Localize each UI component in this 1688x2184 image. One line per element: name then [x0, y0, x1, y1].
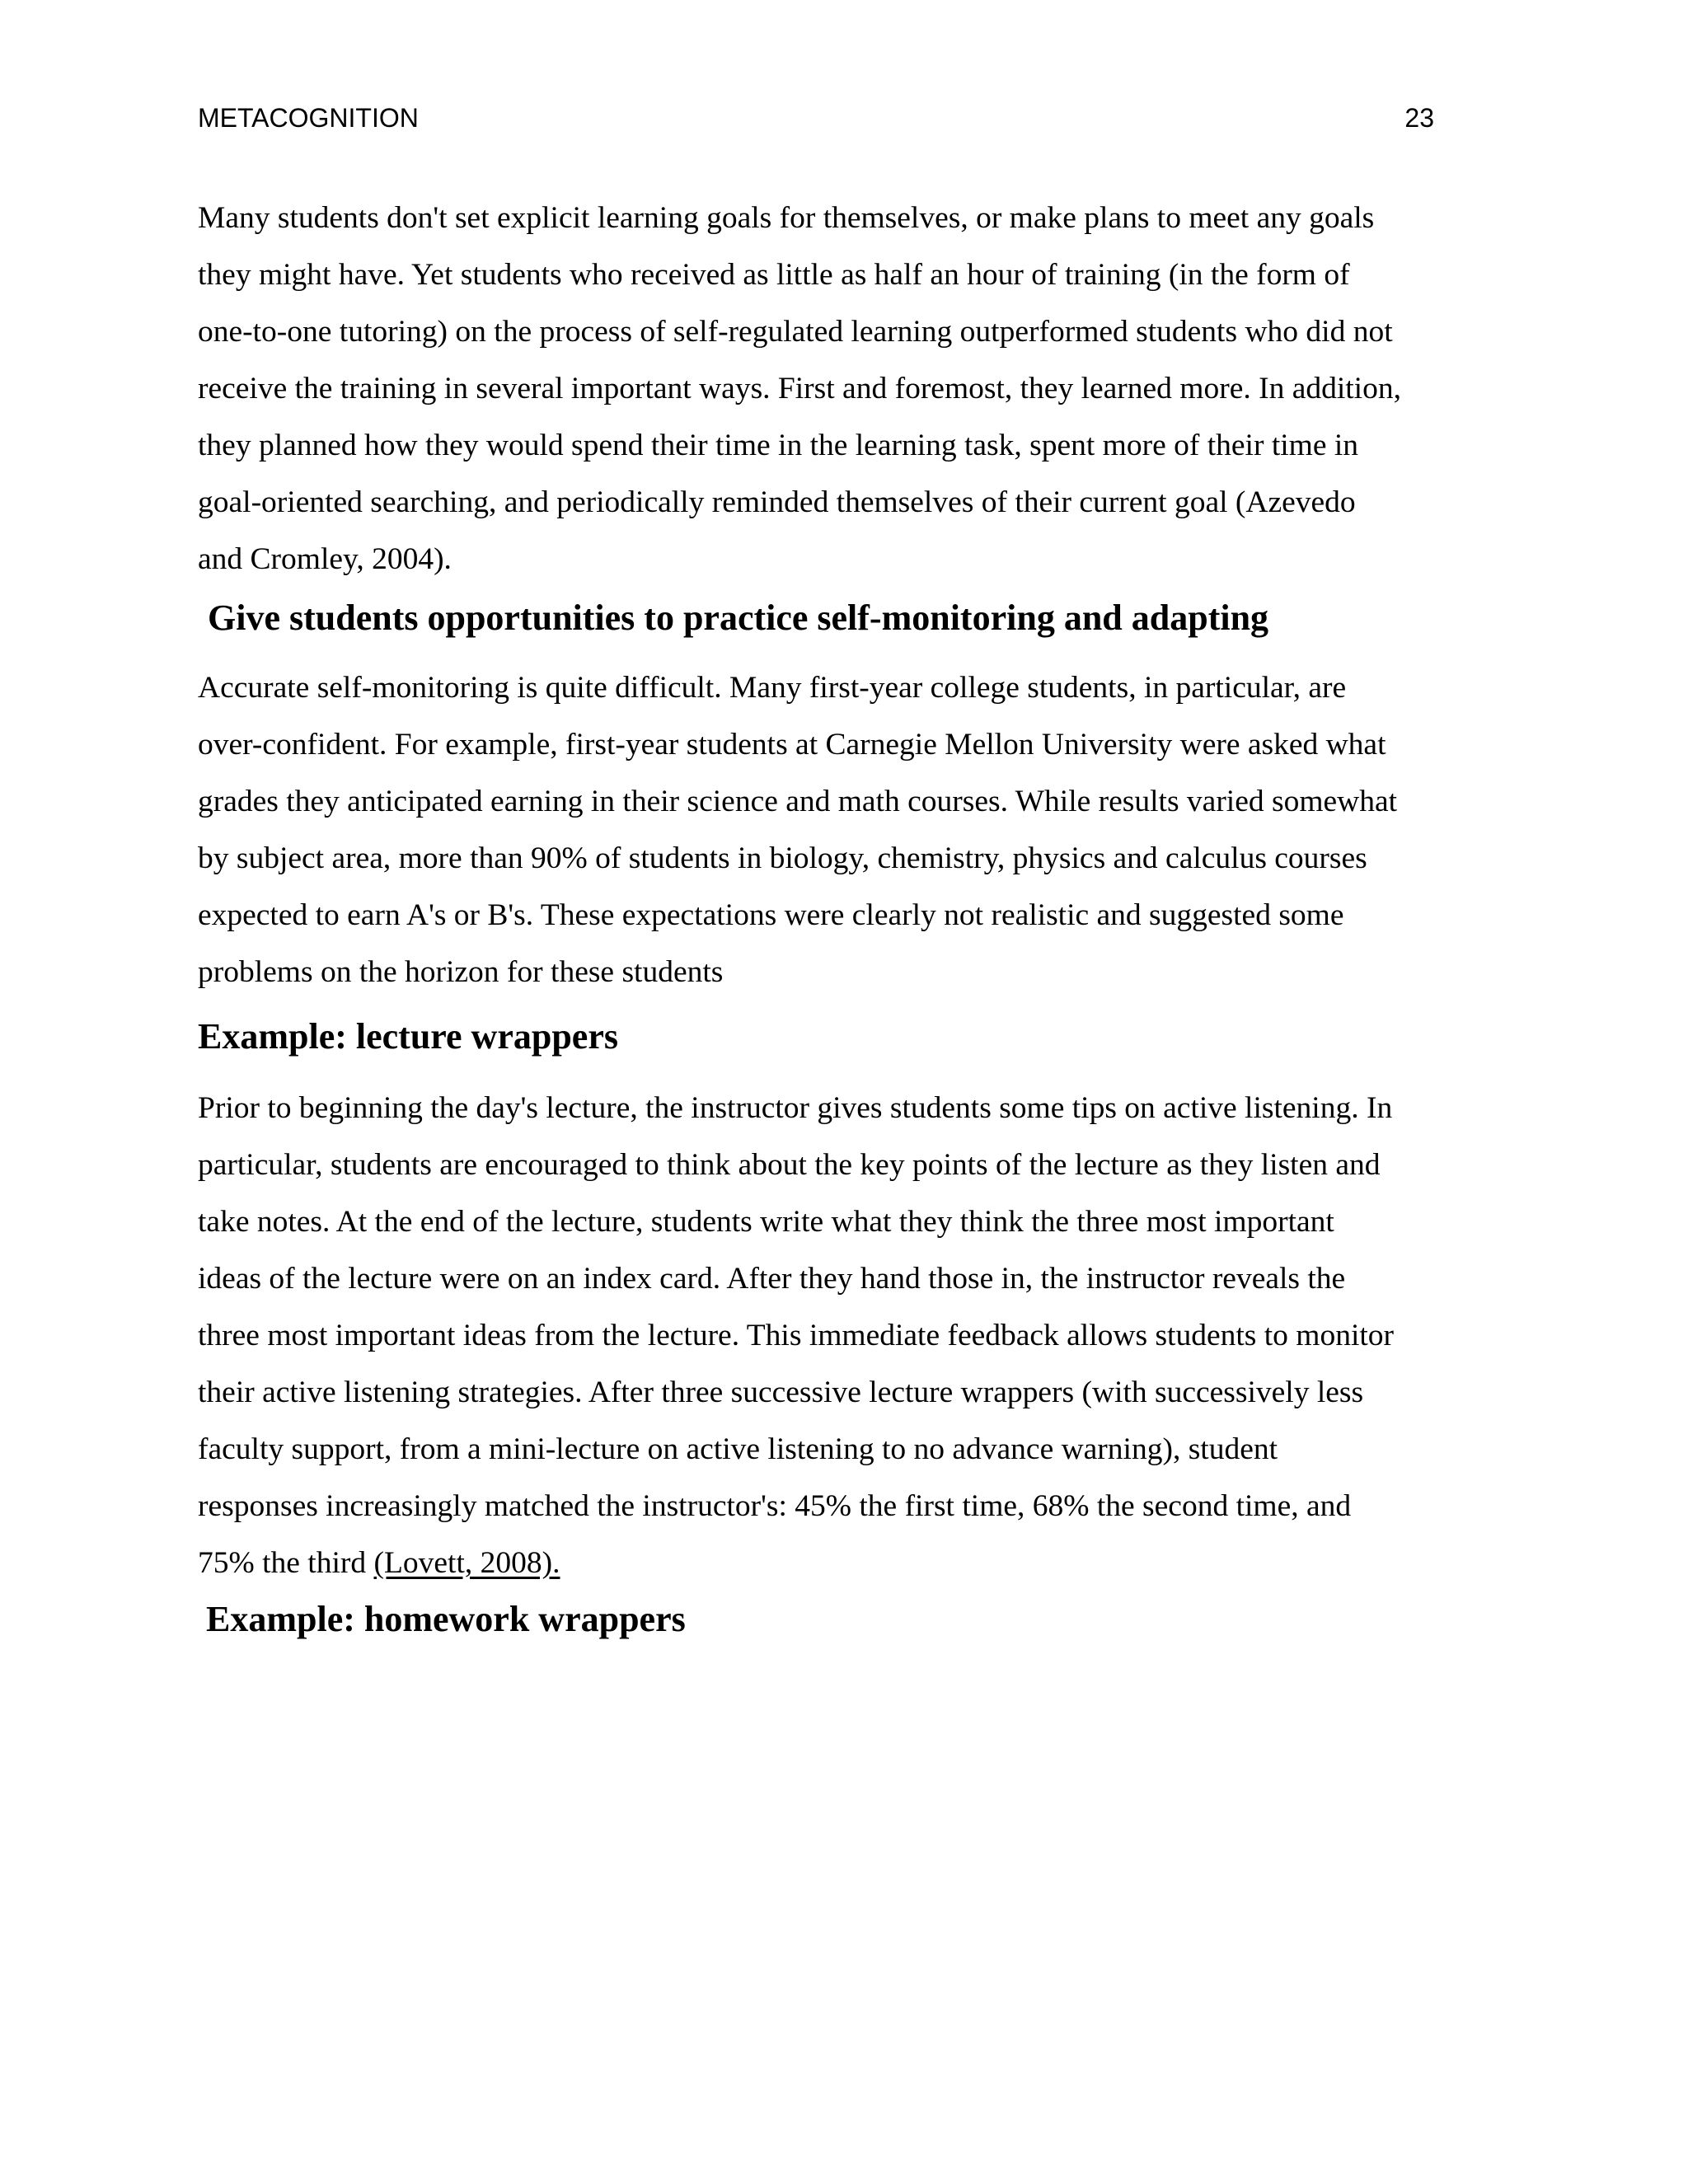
paragraph-lecture-wrappers [198, 1080, 1479, 1591]
text-line: expected to earn A's or B's. These expectations were clearly not realistic and suggested some [198, 898, 1344, 932]
text-line: Prior to beginning the day's lecture, the instructor gives students some tips on active listening. In [198, 1091, 1393, 1125]
running-head-title: METACOGNITION [198, 103, 419, 133]
text-line: they planned how they would spend their time in the learning task, spent more of their time in [198, 429, 1359, 462]
text-line: responses increasingly matched the instructor's: 45% the first time, 68% the second time, and [198, 1489, 1352, 1523]
text-line: they might have. Yet students who received as little as half an hour of training (in the form of [198, 258, 1350, 292]
text-line: Accurate self-monitoring is quite difficult. Many first-year college students, in particular, are [198, 671, 1347, 705]
text-line: particular, students are encouraged to think about the key points of the lecture as they listen and [198, 1148, 1381, 1182]
text-line: take notes. At the end of the lecture, students write what they think the three most important [198, 1205, 1334, 1239]
text-line: grades they anticipated earning in their science and math courses. While results varied somewhat [198, 785, 1398, 818]
text-line: ideas of the lecture were on an index card. After they hand those in, the instructor reveals the [198, 1262, 1346, 1296]
text-line: Many students don't set explicit learning goals for themselves, or make plans to meet any goals [198, 201, 1375, 235]
running-head [198, 97, 1434, 138]
text-line: and Cromley, 2004). [198, 542, 452, 576]
text-line: by subject area, more than 90% of students in biology, chemistry, physics and calculus courses [198, 841, 1367, 875]
page-number: 23 [1404, 103, 1434, 133]
text-line: faculty support, from a mini-lecture on active listening to no advance warning), student [198, 1432, 1278, 1466]
last-line-text: 75% the third [198, 1546, 367, 1580]
citation-link[interactable]: (Lovett, 2008). [373, 1546, 560, 1580]
section-heading-lecture-wrappers: Example: lecture wrappers [198, 1016, 618, 1057]
paragraph-self-regulated-learning [198, 190, 1479, 588]
text-line: three most important ideas from the lecture. This immediate feedback allows students to monitor [198, 1319, 1395, 1352]
text-line: problems on the horizon for these students [198, 955, 724, 989]
text-line-last [198, 1535, 1479, 1591]
section-heading-self-monitoring: Give students opportunities to practice self-monitoring and adapting [208, 598, 1269, 638]
text-line: receive the training in several important ways. First and foremost, they learned more. In addition, [198, 372, 1401, 405]
section-heading-homework-wrappers: Example: homework wrappers [206, 1599, 686, 1639]
paragraph-self-monitoring [198, 659, 1479, 1001]
text-line: one-to-one tutoring) on the process of self-regulated learning outperformed students who did not [198, 315, 1393, 349]
text-line: over-confident. For example, first-year students at Carnegie Mellon University were asked what [198, 728, 1386, 762]
text-line: their active listening strategies. After three successive lecture wrappers (with successively less [198, 1376, 1364, 1409]
text-line: goal-oriented searching, and periodically reminded themselves of their current goal (Azevedo [198, 485, 1356, 519]
